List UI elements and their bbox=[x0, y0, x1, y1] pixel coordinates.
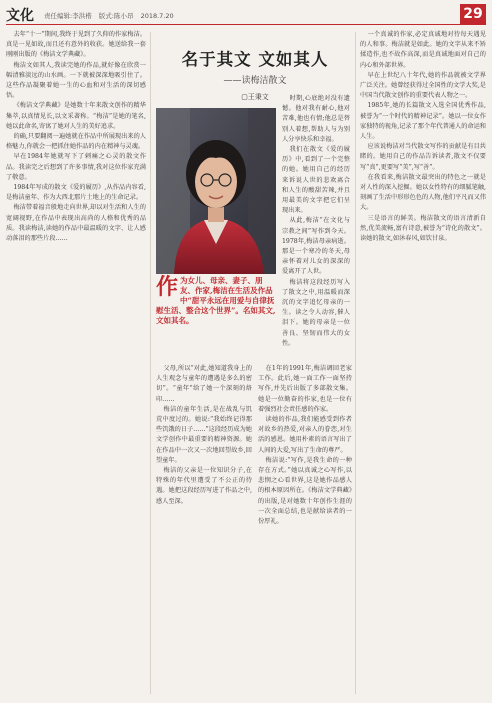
paragraph: 梅洁的父亲是一位知识分子,在特殊的年代里遭受了不公正的待遇。她把这段经历写进了作品之中,感人至深。 bbox=[156, 467, 252, 505]
paragraph: 应该说梅洁对当代散文写作的贡献是有目共睹的。她用自己的作品告诉读者,散文不仅要写“真”,更要写“美”,写“善”。 bbox=[360, 143, 486, 171]
paragraph: 梅洁文如其人,我读完她的作品,就好像在欣赏一幅清雅淡远的山水画。一下就被深深地吸引住了。这些作品凝聚着她一生的心血和对生活的深切感悟。 bbox=[6, 61, 146, 100]
paragraph: 三是语言的鲜美。梅洁散文的语言清新自然,优美流畅,富有诗意,被誉为“诗化的散文”。读她的散文,如沐春风,如饮甘泉。 bbox=[360, 214, 486, 243]
section-title: 文化 bbox=[6, 8, 34, 24]
article-subtitle: ——读梅洁散文 bbox=[223, 76, 287, 86]
column-2 bbox=[282, 94, 350, 352]
column-4 bbox=[156, 364, 252, 698]
paragraph: 《梅洁文学典藏》是她数十年来散文创作的精华集萃,以真情见长,以文采著称。“梅洁”是她的笔名,她以此命名,寄寓了她对人生的美好追求。 bbox=[6, 102, 146, 130]
header-meta bbox=[44, 11, 179, 20]
paragraph: 在我看来,梅洁散文最突出的特色之一就是对人性的深入挖掘。她以女性特有的细腻笔触,刻画了生活中形形色色的人物,他们平凡而又伟大。 bbox=[360, 173, 486, 212]
article-author: ▢王秉文 bbox=[241, 93, 269, 101]
paragraph: 早在1984年她就写下了刺痛之心灵的散文作品。我读完之后想到了许多事情,我对这位作家充满了敬意。 bbox=[6, 153, 146, 181]
editor-credit: 责任编辑:李洪楷 bbox=[44, 12, 92, 20]
caption-text: 为女儿、母亲、妻子、朋友、作家,梅洁在生活及作品中“甜平永远在用爱与自律抚慰生活、整合这个世界”。名如其文,文如其名。 bbox=[156, 276, 276, 325]
column-1 bbox=[6, 30, 146, 698]
paragraph: 早在上世纪八十年代,她的作品就被文学界广泛关注。她曾经获得过全国性的文学大奖,是中国当代散文创作的重要代表人物之一。 bbox=[360, 71, 486, 100]
paragraph: 1985年,她的长篇散文入选全国优秀作品,被誉为“一个时代的精神记录”。她以一位女作家独特的视角,记录了那个年代普通人的命运和人生。 bbox=[360, 102, 486, 141]
column-divider bbox=[355, 32, 356, 694]
paragraph: 在1年的1991年,梅洁调回老家工作。此后,她一面工作一面坚持写作,并先后出版了多部散文集。她是一位勤奋的作家,也是一位有着强烈社会责任感的作家。 bbox=[258, 365, 352, 413]
issue-date: 2018.7.20 bbox=[140, 12, 174, 20]
column-3 bbox=[360, 30, 486, 698]
paragraph: 梅洁的童年生活,是在战乱与饥荒中度过的。她说:“我始终记得那些饥饿的日子……”这段经历成为她文学创作中最重要的精神资源。她在作品中一次又一次地回望故乡,回望童年。 bbox=[156, 405, 252, 464]
column-5 bbox=[258, 364, 352, 698]
paragraph: 从此,梅洁“在文化与宗教之间”写作到今天。1978年,梅洁母亲病逝。那是一个寒冷的冬天,母亲怀着对儿女的深深的爱离开了人世。 bbox=[282, 217, 350, 276]
paragraph: 去年“十一”期间,我终于见到了久仰的作家梅洁。真是一见如故,而且还有意外的收获。她送给我一套刚刚出版的《梅洁文学典藏》。 bbox=[6, 31, 146, 59]
portrait-image bbox=[156, 108, 276, 274]
column-divider bbox=[150, 32, 151, 694]
header-rule bbox=[6, 24, 486, 25]
author-photo bbox=[156, 108, 276, 274]
designer-credit: 版式:陈小昂 bbox=[98, 12, 134, 20]
photo-caption bbox=[156, 276, 276, 326]
paragraph: 1984年写成的散文《爱的履历》,从作品内容看,是梅洁童年、作为大西北那片土地上的生命记录。 bbox=[6, 184, 146, 202]
paragraph: 时期,心底绝对没有遗憾。他对我有耐心,他对苦难,他也有情;他总是替别人着想,帮助人与为别人分享快乐和幸福。 bbox=[282, 95, 350, 143]
paragraph: 梅洁说:“写作,是我生命的一种存在方式。”她以真诚之心写作,以悲悯之心看世界,这是她作品感人的根本原因所在。《梅洁文学典藏》的出版,是对她数十年创作生涯的一次全面总结,也是献给读者的一份厚礼。 bbox=[258, 456, 352, 526]
paragraph: 父母,所以“对此,她知道我身上的人生观念与童年的遭遇是多么的密切”。“童年”给了她一个深刻的烙印…… bbox=[156, 365, 252, 403]
page-number: 29 bbox=[460, 4, 486, 24]
caption-drop-cap: 作 bbox=[156, 274, 179, 300]
paragraph: 梅洁带着福音般地走向世界,却以对生活和人生的宽阔视野,在作品中表现出高尚的人格和优秀的品质。我读梅洁,读她的作品中最温暖的文字、让人感动落泪的那些片段…… bbox=[6, 204, 146, 243]
paragraph: 我们在散文《爱的履历》中,看到了一个完整的她。她用自己的经历来诉说人世的悲欢离合和人生的酸甜苦辣,并且用最美的文字把它们呈现出来。 bbox=[282, 146, 350, 215]
paragraph: 一个真诚的作家,必定真诚地对待每天遇见的人和事。梅洁就是如此。她的文字从来不矫揉造作,也不故作高深,而是真诚地面对自己的内心和外部世界。 bbox=[360, 31, 486, 69]
paragraph: 读她的作品,我们能感受到作者对故乡的热爱,对亲人的眷恋,对生活的感恩。她用朴素的语言写出了人间的大爱,写出了生命的尊严。 bbox=[258, 416, 352, 454]
paragraph: 梅洁将这段经历写入了散文之中,用温暖而深沉的文字追忆母亲的一生。读之令人动容,催人泪下。她的母亲是一位善良、坚韧而伟大的女性。 bbox=[282, 278, 350, 347]
paragraph: 的确,只要翻阅一遍她就在作品中所展现出来的人格魅力,你就会一把抓住她作品的内在精神与灵魂。 bbox=[6, 133, 146, 151]
article-title: 名于其文 文如其人 bbox=[181, 50, 329, 69]
